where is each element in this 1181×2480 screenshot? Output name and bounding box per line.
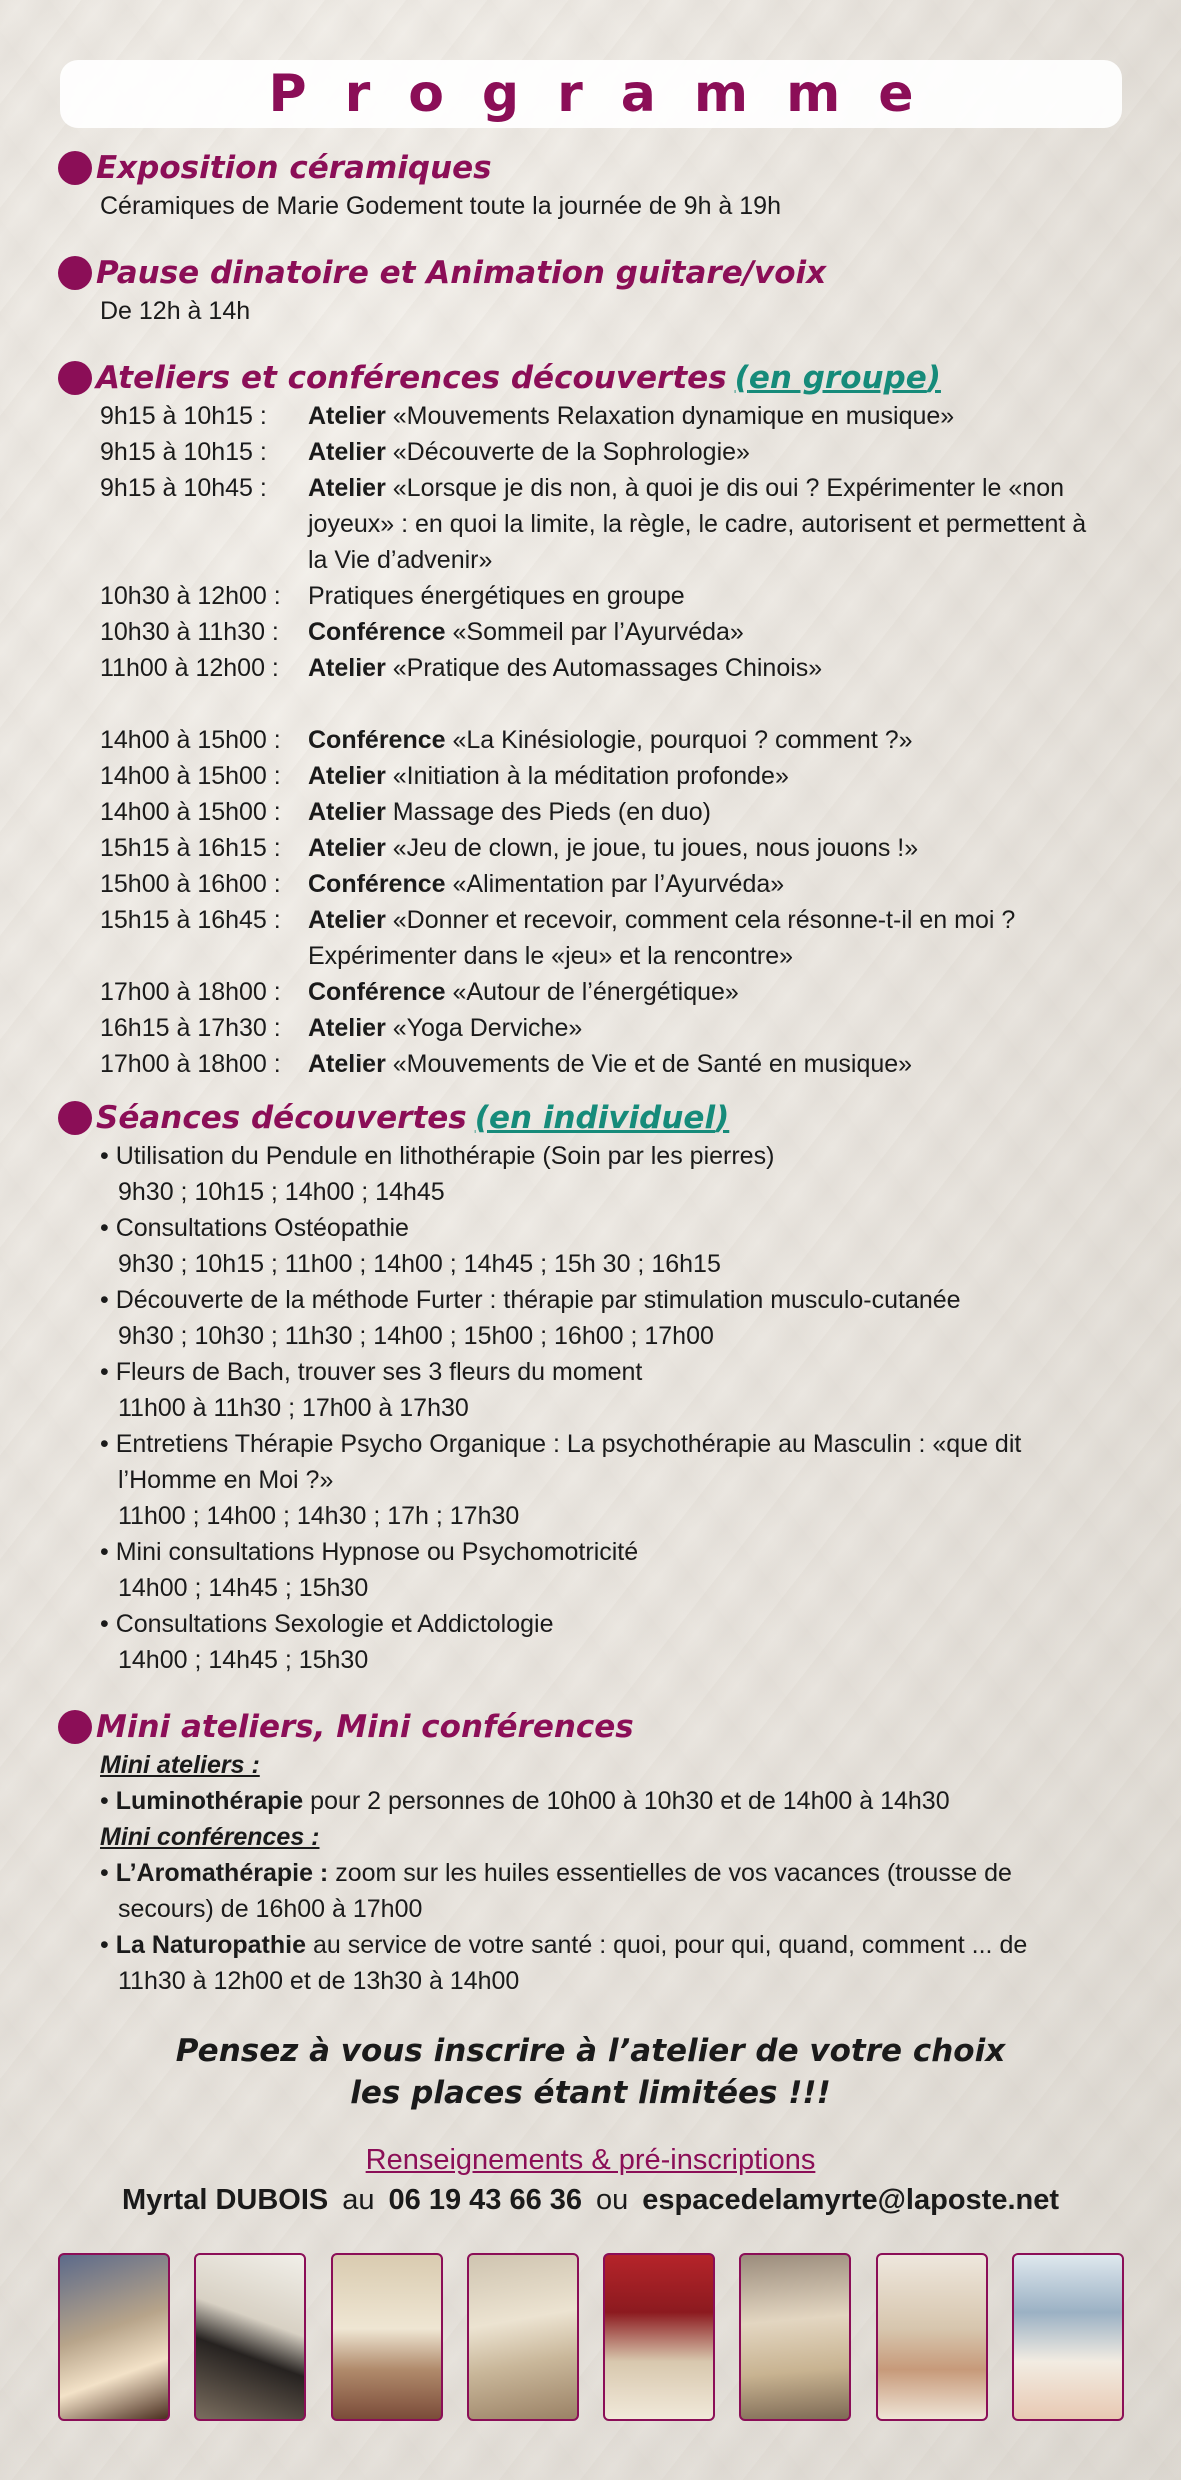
section-tag xyxy=(475,1100,730,1136)
tag-label: en groupe xyxy=(748,360,927,396)
schedule-description xyxy=(308,722,1138,758)
seance-item: • Utilisation du Pendule en lithothérapie (Soin par les pierres) xyxy=(100,1142,775,1170)
mini-item-title: La Naturopathie xyxy=(115,1931,306,1959)
section-tag xyxy=(735,360,941,396)
schedule-description xyxy=(308,830,1138,866)
bullet-dot-icon xyxy=(58,256,92,290)
contact-email[interactable]: espacedelamyrte@laposte.net xyxy=(642,2184,1060,2216)
seance-item: • Découverte de la méthode Furter : thérapie par stimulation musculo-cutanée xyxy=(100,1286,961,1314)
session-type: Atelier xyxy=(308,438,386,466)
session-type: Atelier xyxy=(308,834,386,862)
schedule-row xyxy=(100,794,1138,830)
bullet-dot-icon xyxy=(58,361,92,395)
schedule-row xyxy=(100,398,1138,434)
schedule-description xyxy=(308,650,1138,686)
section-mini xyxy=(58,1707,1138,1999)
session-title: Pratiques énergétiques en groupe xyxy=(308,582,685,610)
seance-times: 14h00 ; 14h45 ; 15h30 xyxy=(118,1574,369,1602)
seance-item: • Fleurs de Bach, trouver ses 3 fleurs du moment xyxy=(100,1358,643,1386)
session-type: Atelier xyxy=(308,474,386,502)
seances-list xyxy=(100,1138,1138,1678)
page-title: Programme xyxy=(268,64,952,124)
bullet-dot-icon xyxy=(58,151,92,185)
contact-heading[interactable]: Renseignements & pré-inscriptions xyxy=(365,2144,816,2176)
mini-ateliers-list xyxy=(100,1783,1138,1819)
session-title: «Découverte de la Sophrologie» xyxy=(385,438,750,466)
contact-name: Myrtal DUBOIS xyxy=(121,2184,329,2216)
schedule-row xyxy=(100,1046,1138,1082)
mini-item-description: zoom sur les huiles essentielles de vos vacances (trousse de secours) de 16h00 à 17h00 xyxy=(118,1859,1012,1923)
schedule-time: 11h00 à 12h00 : xyxy=(100,654,279,682)
room-photo xyxy=(58,2253,170,2421)
session-title: «Mouvements de Vie et de Santé en musique» xyxy=(385,1050,913,1078)
mini-item xyxy=(100,1855,1138,1927)
session-title: «Alimentation par l’Ayurvéda» xyxy=(445,870,785,898)
schedule-description xyxy=(308,758,1138,794)
session-type: Atelier xyxy=(308,654,386,682)
section-seances xyxy=(58,1098,1138,1678)
photo-strip xyxy=(58,2253,1124,2421)
schedule-row xyxy=(100,470,1138,578)
schedule-description xyxy=(308,902,1138,974)
schedule-time: 17h00 à 18h00 : xyxy=(100,978,281,1006)
schedule-row xyxy=(100,830,1138,866)
schedule-description xyxy=(308,398,1138,434)
session-title: «Mouvements Relaxation dynamique en musique» xyxy=(385,402,955,430)
schedule-row xyxy=(100,758,1138,794)
session-title: «Jeu de clown, je joue, tu joues, nous jouons !» xyxy=(385,834,919,862)
schedule-description xyxy=(308,794,1138,830)
section-title: Ateliers et conférences découvertes xyxy=(96,360,727,396)
session-type: Conférence xyxy=(308,978,446,1006)
seance-times: 11h00 à 11h30 ; 17h00 à 17h30 xyxy=(118,1394,469,1422)
session-title: «Sommeil par l’Ayurvéda» xyxy=(445,618,744,646)
room-photo xyxy=(467,2253,579,2421)
schedule-time: 9h15 à 10h15 : xyxy=(100,438,267,466)
mini-conferences-list xyxy=(100,1855,1138,1999)
session-title: Massage des Pieds (en duo) xyxy=(385,798,711,826)
section-title: Pause dinatoire et Animation guitare/voix xyxy=(96,255,827,291)
schedule-description xyxy=(308,866,1138,902)
session-type: Atelier xyxy=(308,1014,386,1042)
schedule-time: 17h00 à 18h00 : xyxy=(100,1050,281,1078)
schedule-time: 9h15 à 10h15 : xyxy=(100,402,267,430)
session-title: «Pratique des Automassages Chinois» xyxy=(385,654,823,682)
mini-item-title: Luminothérapie xyxy=(115,1787,304,1815)
session-type: Conférence xyxy=(308,618,446,646)
title-banner xyxy=(60,60,1122,128)
section-ateliers xyxy=(58,358,1138,1082)
schedule-row xyxy=(100,902,1138,974)
schedule-row xyxy=(100,578,1138,614)
mini-item-description: au service de votre santé : quoi, pour qui, quand, comment ... de 11h30 à 12h00 et de 13h30 à 14h00 xyxy=(118,1931,1028,1995)
session-type: Atelier xyxy=(308,762,386,790)
note-line-1: Pensez à vous inscrire à l’atelier de votre choix xyxy=(175,2033,1006,2069)
schedule-description xyxy=(308,974,1138,1010)
room-photo xyxy=(331,2253,443,2421)
bullet-dot-icon xyxy=(58,1710,92,1744)
seance-item: • Consultations Ostéopathie xyxy=(100,1214,409,1242)
schedule-row xyxy=(100,614,1138,650)
room-photo xyxy=(603,2253,715,2421)
session-type: Atelier xyxy=(308,402,386,430)
section-pause xyxy=(58,253,1138,329)
registration-note xyxy=(0,2030,1181,2114)
mini-item-description: pour 2 personnes de 10h00 à 10h30 et de 14h00 à 14h30 xyxy=(303,1787,950,1815)
schedule-description xyxy=(308,578,1138,614)
section-title: Exposition céramiques xyxy=(96,150,492,186)
session-title: «La Kinésiologie, pourquoi ? comment ?» xyxy=(445,726,913,754)
schedule-time: 14h00 à 15h00 : xyxy=(100,762,281,790)
seance-item: • Consultations Sexologie et Addictologie xyxy=(100,1610,554,1638)
session-type: Atelier xyxy=(308,1050,386,1078)
session-type: Atelier xyxy=(308,798,386,826)
schedule-time: 10h30 à 11h30 : xyxy=(100,618,279,646)
seance-times: 9h30 ; 10h15 ; 14h00 ; 14h45 xyxy=(118,1178,445,1206)
mini-item-title: L’Aromathérapie : xyxy=(115,1859,329,1887)
seance-times: 9h30 ; 10h30 ; 11h30 ; 14h00 ; 15h00 ; 16h00 ; 17h00 xyxy=(118,1322,714,1350)
schedule-row xyxy=(100,650,1138,686)
contact-phone[interactable]: 06 19 43 66 36 xyxy=(388,2184,583,2216)
session-title: «Autour de l’énergétique» xyxy=(445,978,739,1006)
section-text: Céramiques de Marie Godement toute la journée de 9h à 19h xyxy=(100,192,781,220)
schedule-row xyxy=(100,974,1138,1010)
bullet-dot-icon xyxy=(58,1101,92,1135)
section-text: De 12h à 14h xyxy=(100,297,251,325)
contact-ou: ou xyxy=(596,2184,629,2216)
section-title: Mini ateliers, Mini conférences xyxy=(96,1709,634,1745)
seance-times: 9h30 ; 10h15 ; 11h00 ; 14h00 ; 14h45 ; 15h 30 ; 16h15 xyxy=(118,1250,721,1278)
schedule-time: 15h00 à 16h00 : xyxy=(100,870,281,898)
bullet: • xyxy=(100,1787,116,1815)
bullet: • xyxy=(100,1931,116,1959)
session-title: «Lorsque je dis non, à quoi je dis oui ? Expérimenter le «non joyeux» : en quoi la limite, la règle, le cadre, autorisent et permettent à la Vie d’advenir» xyxy=(308,474,1087,574)
room-photo xyxy=(876,2253,988,2421)
session-title: «Yoga Derviche» xyxy=(385,1014,583,1042)
schedule-row xyxy=(100,722,1138,758)
note-line-2: les places étant limitées !!! xyxy=(350,2075,831,2111)
session-type: Conférence xyxy=(308,726,446,754)
schedule-row xyxy=(100,434,1138,470)
schedule-description xyxy=(308,434,1138,470)
mini-item xyxy=(100,1927,1138,1999)
session-type: Conférence xyxy=(308,870,446,898)
schedule-afternoon xyxy=(100,722,1138,1082)
section-title: Séances découvertes xyxy=(96,1100,467,1136)
schedule-morning xyxy=(100,398,1138,686)
tag-paren: ) xyxy=(926,360,941,396)
seance-times: 14h00 ; 14h45 ; 15h30 xyxy=(118,1646,369,1674)
contact-line xyxy=(0,2180,1181,2220)
seance-times: 11h00 ; 14h00 ; 14h30 ; 17h ; 17h30 xyxy=(118,1502,520,1530)
schedule-time: 16h15 à 17h30 : xyxy=(100,1014,281,1042)
schedule-description xyxy=(308,614,1138,650)
tag-paren: ) xyxy=(715,1100,730,1136)
room-photo xyxy=(739,2253,851,2421)
session-title: «Donner et recevoir, comment cela résonne-t-il en moi ? Expérimenter dans le «jeu» et la rencontre» xyxy=(308,906,1016,970)
schedule-row xyxy=(100,866,1138,902)
schedule-time: 14h00 à 15h00 : xyxy=(100,726,281,754)
schedule-time: 9h15 à 10h45 : xyxy=(100,474,267,502)
room-photo xyxy=(194,2253,306,2421)
mini-item xyxy=(100,1783,1138,1819)
tag-paren: ( xyxy=(474,1100,489,1136)
schedule-time: 15h15 à 16h15 : xyxy=(100,834,281,862)
schedule-time: 15h15 à 16h45 : xyxy=(100,906,281,934)
session-type: Atelier xyxy=(308,906,386,934)
schedule-row xyxy=(100,1010,1138,1046)
room-photo xyxy=(1012,2253,1124,2421)
mini-conferences-label: Mini conférences : xyxy=(100,1823,320,1851)
schedule-time: 10h30 à 12h00 : xyxy=(100,582,281,610)
schedule-time: 14h00 à 15h00 : xyxy=(100,798,281,826)
contact-au: au xyxy=(342,2184,375,2216)
schedule-description xyxy=(308,470,1138,578)
schedule-description xyxy=(308,1046,1138,1082)
session-title: «Initiation à la méditation profonde» xyxy=(385,762,789,790)
tag-label: en individuel xyxy=(488,1100,716,1136)
seance-item: • Mini consultations Hypnose ou Psychomotricité xyxy=(100,1538,639,1566)
schedule-description xyxy=(308,1010,1138,1046)
bullet: • xyxy=(100,1859,116,1887)
seance-item: • Entretiens Thérapie Psycho Organique : La psychothérapie au Masculin : «que dit l’Homme en Moi ?» xyxy=(100,1430,1022,1494)
mini-ateliers-label: Mini ateliers : xyxy=(100,1751,260,1779)
tag-paren: ( xyxy=(734,360,749,396)
section-exposition xyxy=(58,148,1138,224)
